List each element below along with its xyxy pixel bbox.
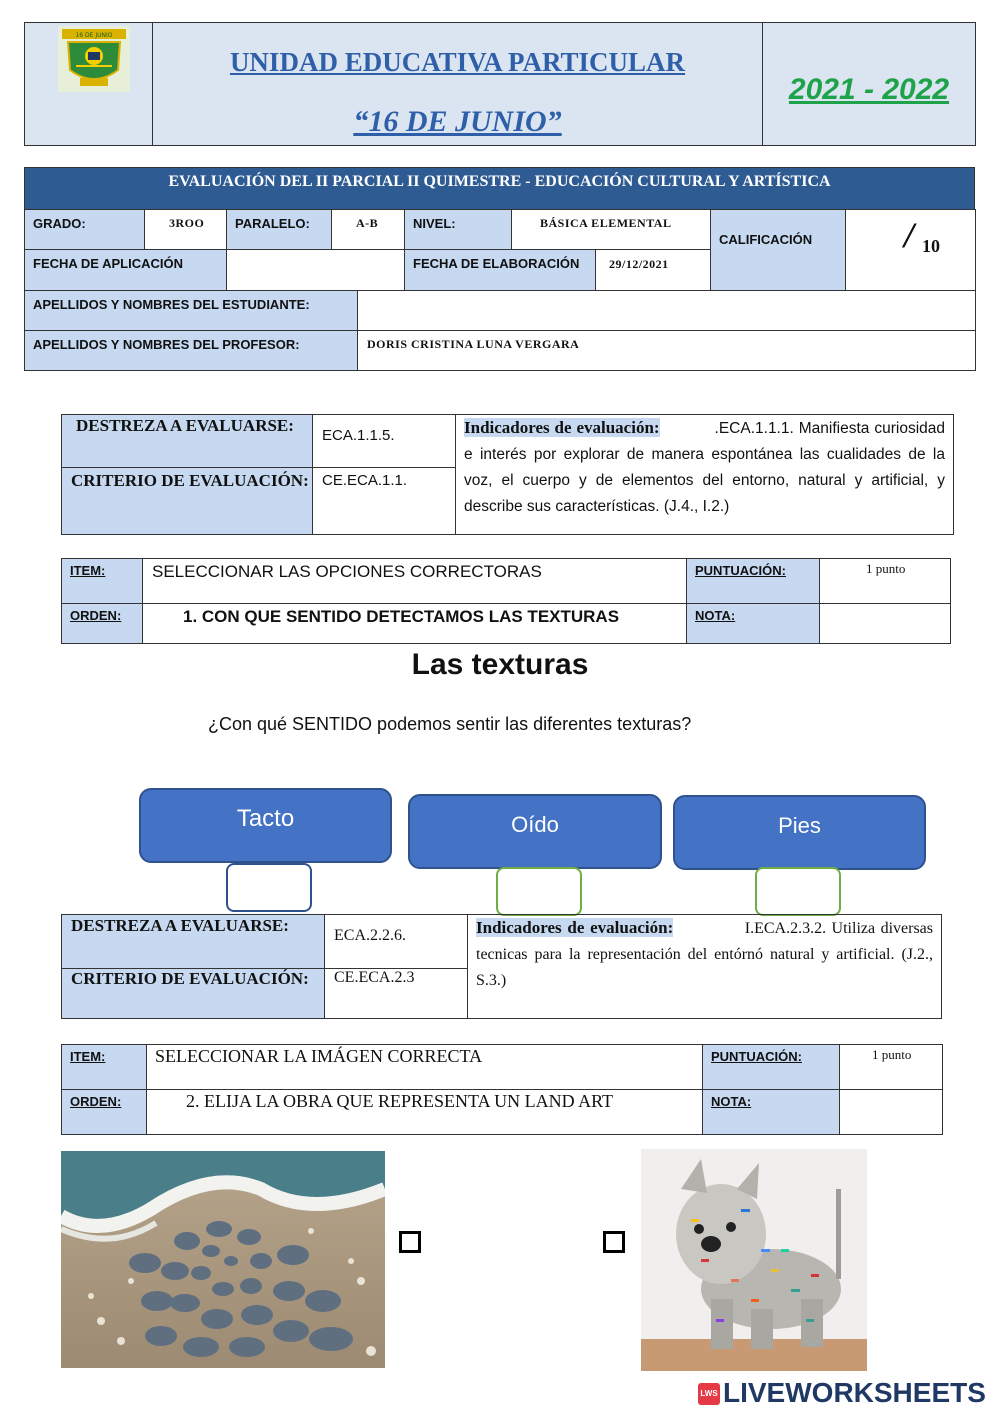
indicadores-text-2: I.ECA.2.3.2. Utiliza diversas tecnicas para la representación del entórnó natural y artificial. (J.2., S.3.) (476, 920, 934, 989)
item-label-1: ITEM: (61, 558, 143, 604)
item-value-2 (146, 1044, 703, 1090)
orden-value-1-text: 1. CON QUE SENTIDO DETECTAMOS LAS TEXTURAS (183, 607, 620, 626)
activity-question (208, 714, 691, 735)
criterio-label-2-text: CRITERIO DE EVALUACIÓN: (71, 969, 309, 988)
nota-label-2: NOTA: (702, 1089, 840, 1135)
nota-field-2[interactable] (839, 1089, 943, 1135)
nota-label-1: NOTA: (686, 603, 820, 644)
criterio-label-2 (61, 968, 325, 1019)
criterio-label-1-text: CRITERIO DE EVALUACIÓN: (71, 471, 309, 490)
fecha-aplicacion-label: FECHA DE APLICACIÓN (24, 249, 227, 291)
orden-value-2-text: 2. ELIJA LA OBRA QUE REPRESENTA UN LAND ART (186, 1091, 613, 1111)
calificacion-label: CALIFICACIÓN (710, 209, 846, 291)
puntuacion-label-1: PUNTUACIÓN: (686, 558, 820, 604)
fecha-aplicacion-field[interactable] (226, 249, 405, 291)
option-pies[interactable] (673, 795, 926, 870)
profesor-label: APELLIDOS Y NOMBRES DEL PROFESOR: (24, 330, 358, 371)
school-name-date: “16 DE JUNIO” (353, 105, 562, 138)
destreza-value-1-text: ECA.1.1.5. (322, 427, 395, 444)
fecha-elaboracion-value (595, 249, 711, 291)
paralelo-label: PARALELO: (226, 209, 332, 250)
school-years: 2021 - 2022 (788, 73, 950, 106)
header-title-cell (152, 22, 763, 146)
grado-label: GRADO: (24, 209, 145, 250)
orden-value-2 (146, 1089, 703, 1135)
school-logo (58, 26, 130, 92)
profesor-value (357, 330, 976, 371)
checkbox-land-art[interactable] (399, 1231, 421, 1253)
answer-box-tacto[interactable] (226, 863, 312, 912)
fecha-elaboracion-text: 29/12/2021 (609, 257, 669, 271)
option-tacto[interactable] (139, 788, 392, 863)
liveworksheets-text: LIVEWORKSHEETS (723, 1377, 986, 1408)
option-tacto-label: Tacto (236, 805, 295, 832)
item-value-1 (142, 558, 687, 604)
grado-value-text: 3ROO (169, 216, 205, 230)
criterio-value-1 (312, 467, 456, 535)
item-value-2-text: SELECCIONAR LA IMÁGEN CORRECTA (155, 1046, 483, 1066)
nivel-value-text: BÁSICA ELEMENTAL (540, 216, 672, 230)
answer-box-pies[interactable] (755, 867, 841, 916)
destreza-label-1 (61, 414, 313, 468)
answer-box-oido[interactable] (496, 867, 582, 916)
score-max: 10 (922, 236, 940, 256)
land-art-spiral-image (61, 1151, 385, 1368)
puntuacion-label-2: PUNTUACIÓN: (702, 1044, 840, 1090)
paralelo-value-text: A-B (356, 216, 379, 230)
destreza-value-2 (324, 914, 468, 969)
dog-sculpture-image (641, 1149, 867, 1371)
profesor-value-text: DORIS CRISTINA LUNA VERGARA (367, 337, 580, 351)
criterio-value-1-text: CE.ECA.1.1. (322, 472, 408, 489)
activity-question-text: ¿Con qué SENTIDO podemos sentir las diferentes texturas? (208, 714, 692, 734)
logo-text: 16 DE JUNIO (75, 32, 113, 39)
school-name: UNIDAD EDUCATIVA PARTICULAR (229, 47, 686, 77)
checkbox-sculpture[interactable] (603, 1231, 625, 1253)
indicadores-2 (467, 914, 942, 1019)
puntuacion-value-2 (839, 1044, 943, 1090)
item-value-1-text: SELECCIONAR LAS OPCIONES CORRECTORAS (152, 562, 542, 581)
calificacion-value[interactable] (845, 209, 976, 291)
orden-label-2: ORDEN: (61, 1089, 147, 1135)
destreza-label-1-text: DESTREZA A EVALUARSE: (76, 416, 294, 435)
criterio-value-2-text: CE.ECA.2.3 (334, 969, 415, 986)
puntuacion-value-1-text: 1 punto (866, 561, 906, 576)
paralelo-value (331, 209, 405, 250)
grado-value (144, 209, 227, 250)
evaluation-title: EVALUACIÓN DEL II PARCIAL II QUIMESTRE - EDUCACIÓN CULTURAL Y ARTÍSTICA (24, 167, 975, 210)
estudiante-field[interactable] (357, 290, 976, 331)
indicadores-label-1: Indicadores de evaluación: (464, 418, 660, 437)
nivel-value (511, 209, 711, 250)
nivel-label: NIVEL: (404, 209, 512, 250)
item-label-2: ITEM: (61, 1044, 147, 1090)
score-slash: / (904, 215, 915, 255)
destreza-value-2-text: ECA.2.2.6. (334, 927, 406, 944)
puntuacion-value-2-text: 1 punto (872, 1047, 912, 1062)
option-oido[interactable] (408, 794, 662, 869)
indicadores-1 (455, 414, 954, 535)
estudiante-label: APELLIDOS Y NOMBRES DEL ESTUDIANTE: (24, 290, 358, 331)
option-oido-label: Oído (511, 812, 559, 837)
criterio-label-1 (61, 467, 313, 535)
liveworksheets-badge: LWS (698, 1383, 720, 1405)
option-pies-label: Pies (778, 813, 821, 838)
destreza-value-1 (312, 414, 456, 468)
destreza-label-2-text: DESTREZA A EVALUARSE: (71, 916, 289, 935)
puntuacion-value-1 (819, 558, 951, 604)
liveworksheets-logo (698, 1379, 998, 1409)
orden-label-1: ORDEN: (61, 603, 143, 644)
indicadores-label-2: Indicadores de evaluación: (476, 918, 674, 937)
destreza-label-2 (61, 914, 325, 969)
indicadores-text-1: .ECA.1.1.1. Manifiesta curiosidad e interés por explorar de manera espontánea las cualidades de la voz, el cuerpo y de elementos del entorno, natural y artificial, y describe sus características. (J.4., I.2.) (464, 420, 946, 515)
activity-heading: Las texturas (411, 648, 589, 681)
nota-field-1[interactable] (819, 603, 951, 644)
orden-value-1 (142, 603, 687, 644)
fecha-elaboracion-label: FECHA DE ELABORACIÓN (404, 249, 596, 291)
header-years-cell (762, 22, 976, 146)
criterio-value-2 (324, 968, 468, 1019)
